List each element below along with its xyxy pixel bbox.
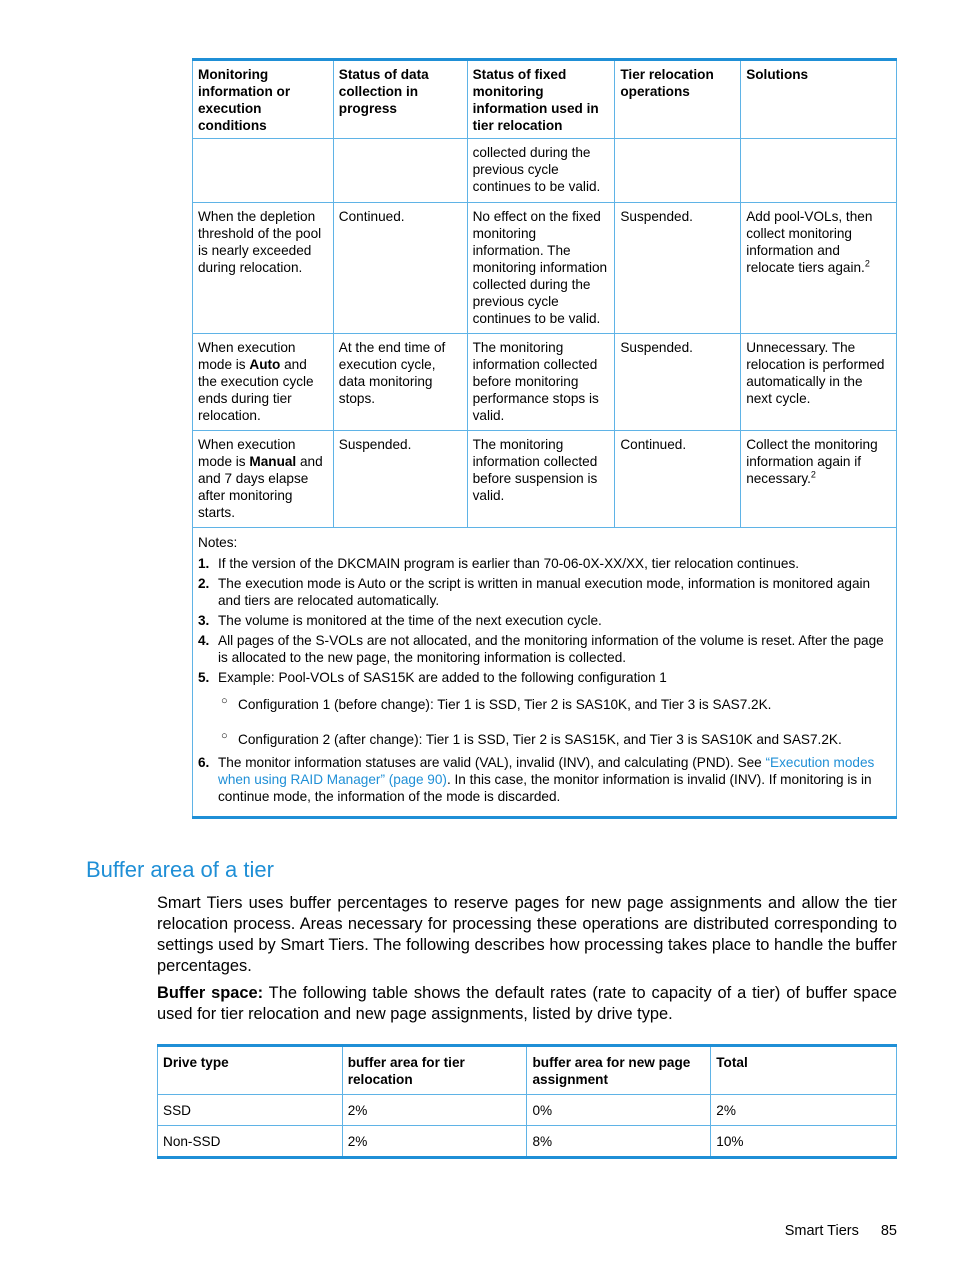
note-text: If the version of the DKCMAIN program is earlier than 70-06-0X-XX/XX, tier relocation continues. — [218, 556, 800, 571]
column-header: buffer area for tier relocation — [342, 1046, 527, 1095]
table-cell — [741, 431, 897, 528]
table-cell: 2% — [342, 1095, 527, 1126]
table-cell: 0% — [527, 1095, 711, 1126]
table-cell — [193, 431, 334, 528]
column-header: buffer area for new page assignment — [527, 1046, 711, 1095]
table-cell: At the end time of execution cycle, data monitoring stops. — [333, 334, 467, 431]
table-row — [193, 139, 897, 203]
configuration-item — [218, 731, 892, 748]
note-text: Configuration 1 (before change): Tier 1 is SSD, Tier 2 is SAS10K, and Tier 3 is SAS7.2K. — [238, 697, 772, 712]
table-cell: Suspended. — [615, 334, 741, 431]
table-cell — [193, 334, 334, 431]
notes-title: Notes: — [198, 535, 238, 550]
page-footer — [785, 1223, 897, 1239]
paragraph-text: The following table shows the default rates (rate to capacity of a tier) of buffer space used for tier relocation and new page assignments, listed by drive type. — [157, 984, 898, 1023]
table-cell: 2% — [342, 1126, 527, 1158]
body-paragraph — [157, 983, 897, 1025]
table-cell: Unnecessary. The relocation is performed automatically in the next cycle. — [741, 334, 897, 431]
page-number: 85 — [880, 1223, 897, 1239]
note-item: 5. Example: Pool-VOLs of SAS15K are added to the following configuration 1 ○ Configuration 1 (before change): Tier 1 is SSD, Tier 2 is SAS10K, and Tier 3 is SAS7.2K. ○ Configuration 2 (after change): Tier 1 is SSD, Tier 2 is SAS15K, and Tier 3 is SAS10K and SAS7.2K. — [198, 669, 892, 748]
table-cell — [741, 139, 897, 203]
column-header: Solutions — [741, 60, 897, 139]
note-item: 2. The execution mode is Auto or the script is written in manual execution mode, information is monitored again and tiers are relocated automatically. — [198, 576, 871, 608]
table-cell: The monitoring information collected before monitoring performance stops is valid. — [467, 334, 615, 431]
note-item: 3. The volume is monitored at the time of the next execution cycle. — [198, 613, 602, 628]
table-cell — [193, 139, 334, 203]
cell-text: When execution mode is — [198, 340, 296, 372]
term-label: Buffer space: — [157, 984, 264, 1002]
tier-relocation-conditions-table — [192, 58, 897, 819]
configuration-item — [218, 696, 892, 713]
configuration-list — [218, 696, 892, 748]
note-item: 1. If the version of the DKCMAIN program is earlier than 70-06-0X-XX/XX, tier relocation continues. — [198, 556, 800, 571]
column-header: Status of fixed monitoring information used in tier relocation — [467, 60, 615, 139]
table-cell: Continued. — [615, 431, 741, 528]
circle-bullet-icon: ○ — [221, 695, 228, 707]
section-heading: Buffer area of a tier — [86, 857, 274, 882]
table-notes-row — [193, 528, 897, 818]
note-item: 4. All pages of the S-VOLs are not allocated, and the monitoring information of the volume is reset. After the page is allocated to the new page, the monitoring information is collected. — [198, 633, 884, 665]
table-row — [193, 203, 897, 334]
note-item: 6. The monitor information statuses are valid (VAL), invalid (INV), and calculating (PND). See “Execution modes when using RAID Manager” (page 90). In this case, the monitor information is invalid (INV). If monitoring is in continue mode, the information of the mode is discarded. — [198, 755, 875, 804]
table-cell: Non-SSD — [158, 1126, 343, 1158]
note-text: Configuration 2 (after change): Tier 1 is SSD, Tier 2 is SAS15K, and Tier 3 is SAS10K and SAS7.2K. — [238, 732, 842, 747]
mode-name: Manual — [249, 454, 297, 469]
table-cell: collected during the previous cycle continues to be valid. — [467, 139, 615, 203]
table-cell: When the depletion threshold of the pool is nearly exceeded during relocation. — [193, 203, 334, 334]
execution-modes-link[interactable]: “Execution modes when using RAID Manager” (page 90) — [218, 755, 875, 787]
cell-text: Collect the monitoring information again if necessary. — [746, 437, 878, 486]
table-cell: No effect on the fixed monitoring information. The monitoring information collected during the previous cycle continues to be valid. — [467, 203, 615, 334]
notes-list — [198, 555, 892, 805]
mode-name: Auto — [249, 357, 281, 372]
note-text: Example: Pool-VOLs of SAS15K are added to the following configuration 1 — [218, 670, 667, 685]
table-cell: 10% — [711, 1126, 897, 1158]
note-text: The monitor information statuses are valid (VAL), invalid (INV), and calculating (PND). See — [218, 755, 766, 770]
note-text: The execution mode is Auto or the script is written in manual execution mode, information is monitored again and tiers are relocated automatically. — [218, 576, 871, 608]
notes-cell — [193, 528, 897, 818]
table-cell: Suspended. — [615, 203, 741, 334]
note-text: All pages of the S-VOLs are not allocated, and the monitoring information of the volume is reset. After the page is allocated to the new page, the monitoring information is collected. — [218, 633, 884, 665]
table-cell: 8% — [527, 1126, 711, 1158]
column-header: Status of data collection in progress — [333, 60, 467, 139]
table-cell: Suspended. — [333, 431, 467, 528]
table-row — [158, 1095, 897, 1126]
cell-text: When execution mode is — [198, 437, 296, 469]
note-text: The volume is monitored at the time of the next execution cycle. — [218, 613, 602, 628]
table-row — [158, 1126, 897, 1158]
table-header-row — [158, 1046, 897, 1095]
table-row — [193, 431, 897, 528]
table-row — [193, 334, 897, 431]
column-header: Monitoring information or execution conditions — [193, 60, 334, 139]
body-paragraph: Smart Tiers uses buffer percentages to reserve pages for new page assignments and allow the tier relocation process. Areas necessary for processing these operations are distributed corresponding to settings used by Smart Tiers. The following describes how processing takes place to handle the buffer percentages. — [157, 894, 897, 975]
table-cell — [333, 139, 467, 203]
column-header: Tier relocation operations — [615, 60, 741, 139]
cell-text: and the execution cycle ends during tier relocation. — [198, 357, 314, 423]
table-cell: The monitoring information collected before suspension is valid. — [467, 431, 615, 528]
table-cell: SSD — [158, 1095, 343, 1126]
footer-section-name: Smart Tiers — [784, 1223, 859, 1239]
buffer-space-table — [157, 1044, 897, 1159]
column-header: Drive type — [158, 1046, 343, 1095]
table-cell: Continued. — [333, 203, 467, 334]
table-cell: 2% — [711, 1095, 897, 1126]
cell-text: Add pool-VOLs, then collect monitoring information and relocate tiers again. — [746, 209, 873, 275]
note-text: . In this case, the monitor information is invalid (INV). If monitoring is in continue mode, the information of the mode is discarded. — [218, 772, 872, 804]
table-header-row — [193, 60, 897, 139]
footnote-ref: 2 — [810, 469, 816, 480]
footnote-ref: 2 — [864, 258, 870, 269]
cell-text: and and 7 days elapse after monitoring starts. — [198, 454, 323, 520]
circle-bullet-icon: ○ — [221, 730, 228, 742]
column-header: Total — [711, 1046, 897, 1095]
table-cell — [615, 139, 741, 203]
table-cell — [741, 203, 897, 334]
